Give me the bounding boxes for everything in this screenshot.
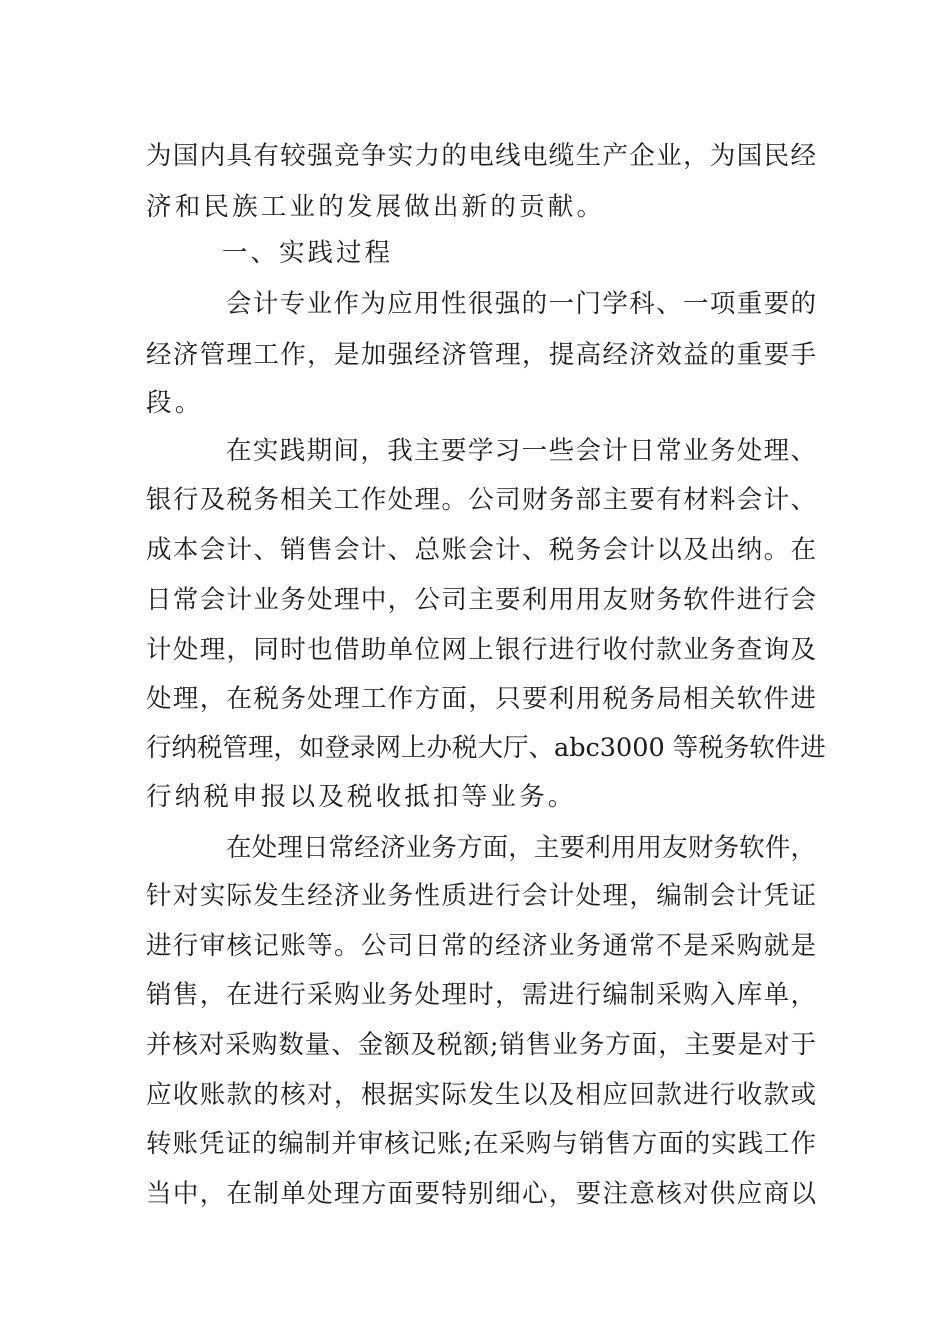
text-line: 为国内具有较强竞争实力的电线电缆生产企业，为国民经 — [146, 141, 816, 171]
text-line: 日常会计业务处理中，公司主要利用用友财务软件进行会 — [146, 585, 816, 615]
text-line: 行纳税申报以及税收抵扣等业务。 — [146, 782, 577, 812]
text-line: 经济管理工作，是加强经济管理，提高经济效益的重要手 — [146, 340, 816, 370]
text-line: 会计专业作为应用性很强的一门学科、一项重要的 — [226, 289, 816, 319]
text-line: 当中，在制单处理方面要特别细心，要注意核对供应商以 — [146, 1179, 816, 1209]
text-line: 段。 — [146, 388, 204, 418]
text-line: 在处理日常经济业务方面，主要利用用友财务软件， — [226, 833, 816, 863]
text-line: 计处理，同时也借助单位网上银行进行收付款业务查询及 — [146, 635, 816, 665]
text-line: 行纳税管理，如登录网上办税大厅、abc3000 等税务软件进 — [146, 733, 826, 763]
text-line: 销售，在进行采购业务处理时，需进行编制采购入库单， — [146, 980, 816, 1010]
text-line: 成本会计、销售会计、总账会计、税务会计以及出纳。在 — [146, 535, 816, 565]
text-line: 针对实际发生经济业务性质进行会计处理，编制会计凭证 — [146, 881, 816, 911]
text-line: 进行审核记账等。公司日常的经济业务通常不是采购就是 — [146, 931, 816, 961]
text-line: 银行及税务相关工作处理。公司财务部主要有材料会计、 — [146, 485, 816, 515]
text-line: 转账凭证的编制并审核记账;在采购与销售方面的实践工作 — [146, 1129, 816, 1159]
text-line: 处理，在税务处理工作方面，只要利用税务局相关软件进 — [146, 684, 816, 714]
text-line: 在实践期间，我主要学习一些会计日常业务处理、 — [226, 436, 816, 466]
text-line: 济和民族工业的发展做出新的贡献。 — [146, 192, 606, 222]
text-line: 并核对采购数量、金额及税额;销售业务方面，主要是对于 — [146, 1030, 816, 1060]
section-heading: 一、实践过程 — [222, 238, 394, 268]
text-line: 应收账款的核对，根据实际发生以及相应回款进行收款或 — [146, 1080, 816, 1110]
